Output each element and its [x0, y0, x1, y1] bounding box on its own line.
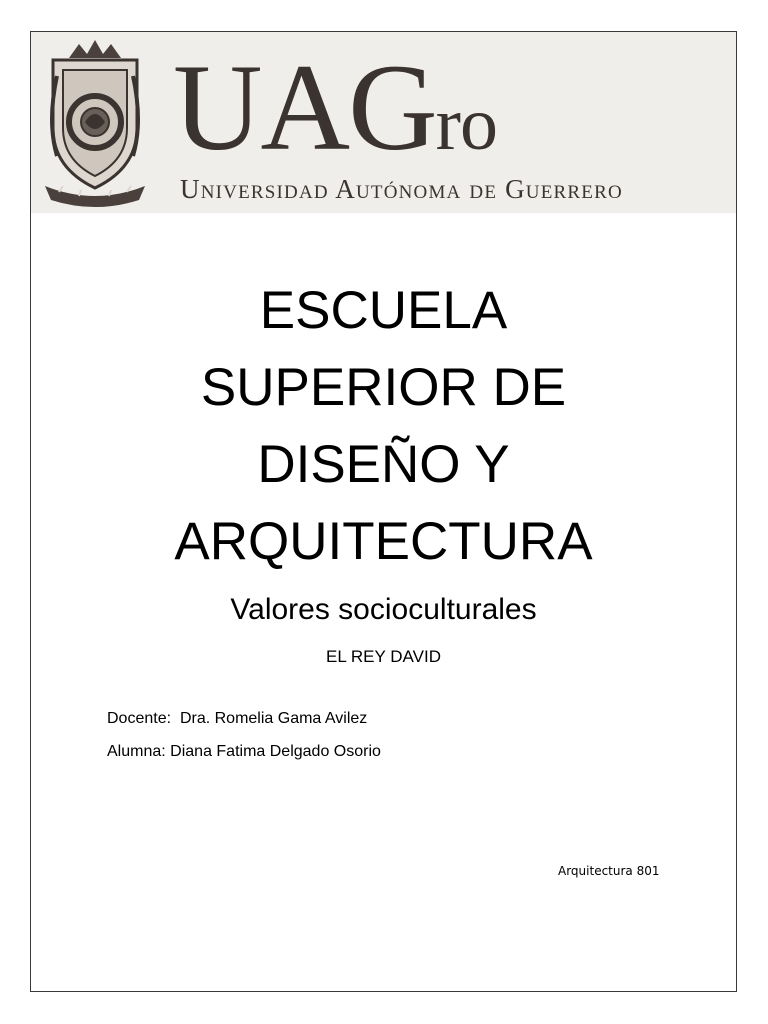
school-title-line-1: ESCUELA	[259, 281, 508, 340]
group-label: Arquitectura 801	[558, 864, 660, 878]
docente-label: Docente:	[107, 710, 172, 727]
alumna-label: Alumna:	[107, 743, 166, 760]
alumna-line	[107, 741, 381, 763]
docente-name: Dra. Romelia Gama Avilez	[179, 710, 368, 727]
subject-title: Valores socioculturales	[230, 593, 537, 626]
school-title-line-4: ARQUITECTURA	[174, 512, 593, 571]
docente-line	[107, 708, 367, 730]
school-title-line-3: DISEÑO Y	[257, 435, 510, 494]
university-name: Universidad Autónoma de Guerrero	[180, 174, 623, 204]
logo-text-ro: ro	[435, 82, 497, 166]
university-header-banner	[31, 32, 736, 213]
university-seal-icon	[39, 36, 151, 208]
uagro-logo	[173, 39, 497, 176]
topic-title: EL REY DAVID	[326, 647, 441, 666]
school-title-line-2: SUPERIOR DE	[200, 358, 567, 417]
school-title	[30, 272, 737, 580]
alumna-name: Diana Fatima Delgado Osorio	[170, 743, 381, 760]
logo-text-uag: UAG	[173, 39, 436, 176]
